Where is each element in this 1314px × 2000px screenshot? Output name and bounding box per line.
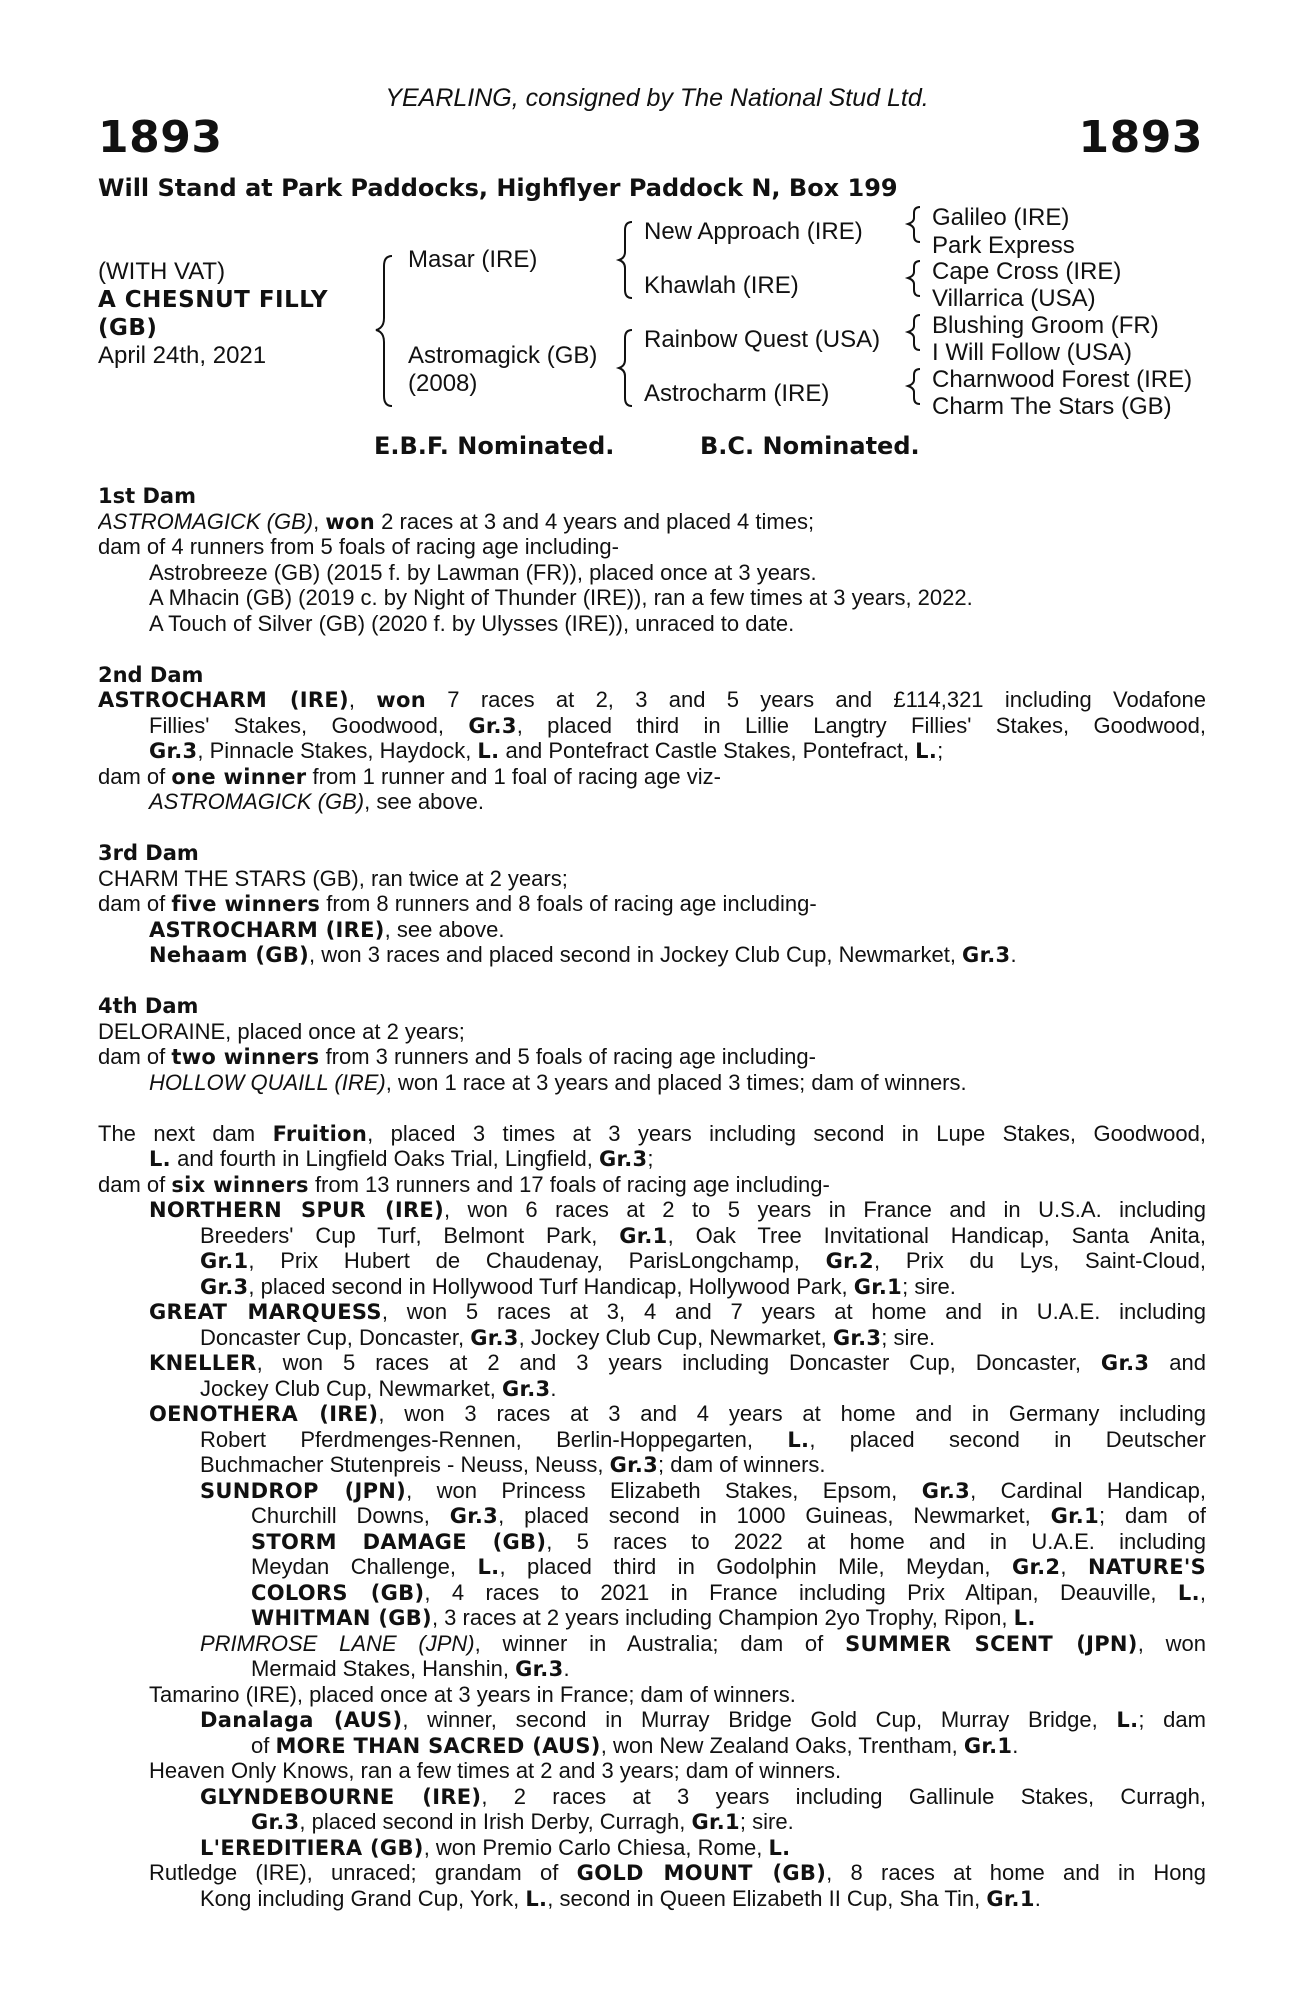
text-line — [98, 713, 1206, 739]
grandsire-5: Blushing Groom (FR) — [932, 312, 1159, 339]
text-line — [98, 1376, 1206, 1402]
text-segment: from 8 runners and 8 foals of racing age including- — [320, 891, 817, 916]
text-segment: dam of — [98, 1044, 172, 1069]
bold-text: L. — [149, 1147, 171, 1171]
text-segment: dam of — [98, 763, 172, 789]
text-line — [98, 1248, 1206, 1274]
bold-text: MORE THAN SACRED (AUS) — [275, 1733, 601, 1758]
text-segment: , placed second in Hollywood Turf Handicap, Hollywood Park, — [248, 1273, 854, 1299]
text-line — [98, 662, 1206, 688]
text-line — [98, 1682, 1206, 1708]
bold-text: WHITMAN (GB) — [251, 1606, 432, 1630]
text-segment: , Prix Hubert de Chaudenay, ParisLongchamp, — [248, 1248, 826, 1273]
bold-text: COLORS (GB) — [251, 1580, 425, 1605]
text-segment: , — [1199, 1579, 1206, 1605]
text-segment: , won 5 races at 3, 4 and 7 years at home and in U.A.E. including — [381, 1299, 1206, 1324]
text-segment: . — [563, 1656, 570, 1681]
bold-text: L. — [477, 1555, 500, 1579]
italic-text: ASTROMAGICK (GB) — [98, 508, 314, 534]
dam-year: (2008) — [408, 370, 478, 397]
text-segment: A Touch of Silver (GB) (2020 f. by Ulysses (IRE)), unraced to date. — [149, 610, 795, 636]
bold-text: L'EREDITIERA (GB) — [200, 1835, 424, 1860]
text-segment: dam of — [98, 1171, 172, 1197]
bold-text: Gr.3 — [251, 1810, 300, 1834]
bold-text: Gr.3 — [1100, 1351, 1150, 1375]
text-segment: , — [313, 508, 326, 534]
bc-nominated: B.C. Nominated. — [700, 432, 920, 460]
italic-text: HOLLOW QUAILL (IRE) — [149, 1069, 386, 1095]
section-heading: 4th Dam — [98, 994, 199, 1018]
text-segment: . — [1010, 942, 1017, 967]
text-segment: 7 races at 2, 3 and 5 years and £114,321 including Vodafone — [425, 687, 1206, 712]
bold-text: L. — [768, 1835, 791, 1860]
grandsire-7: Charnwood Forest (IRE) — [932, 366, 1193, 393]
text-line — [98, 1860, 1206, 1886]
text-line — [98, 1631, 1206, 1657]
text-line — [98, 1758, 1206, 1784]
text-segment: , placed third in Lillie Langtry Fillies' Stakes, Goodwood, — [516, 712, 1206, 738]
bold-text: Gr.3 — [470, 1325, 519, 1350]
text-line — [98, 1478, 1206, 1504]
text-line — [98, 1580, 1206, 1606]
bold-text: GREAT MARQUESS — [149, 1300, 382, 1324]
bold-text: NATURE'S — [1087, 1555, 1206, 1579]
vat-note: (WITH VAT) — [98, 258, 226, 285]
text-segment: Mermaid Stakes, Hanshin, — [251, 1656, 516, 1681]
text-segment: , placed 3 times at 3 years including second in Lupe Stakes, Goodwood, — [367, 1120, 1206, 1146]
text-segment: , 5 races to 2022 at home and in U.A.E. including — [546, 1528, 1206, 1554]
text-line — [98, 1299, 1206, 1325]
ebf-nominated: E.B.F. Nominated. — [374, 432, 615, 460]
text-line — [98, 1886, 1206, 1912]
bold-text: Nehaam (GB) — [149, 943, 310, 967]
text-segment: from 3 runners and 5 foals of racing age including- — [319, 1044, 816, 1069]
stand-location: Will Stand at Park Paddocks, Highflyer Paddock N, Box 199 — [98, 174, 898, 202]
text-segment: Robert Pferdmenges-Rennen, Berlin-Hoppegarten, — [200, 1426, 788, 1452]
text-segment: and fourth in Lingfield Oaks Trial, Lingfield, — [170, 1146, 599, 1171]
bold-text: OENOTHERA (IRE) — [149, 1402, 379, 1426]
text-segment: , Jockey Club Cup, Newmarket, — [518, 1324, 833, 1350]
bold-text: Gr.2 — [1011, 1555, 1061, 1579]
lot-number-left: 1893 — [98, 112, 223, 163]
text-segment: , placed second in 1000 Guineas, Newmarket, — [498, 1503, 1051, 1528]
text-segment: Breeders' Cup Turf, Belmont Park, — [200, 1222, 620, 1248]
text-segment: ; — [937, 738, 944, 763]
text-segment: Heaven Only Knows, ran a few times at 2 and 3 years; dam of winners. — [149, 1758, 842, 1783]
text-line — [98, 509, 1206, 535]
text-line — [98, 1503, 1206, 1529]
text-segment: , won 3 races at 3 and 4 years at home and in Germany including — [378, 1401, 1206, 1426]
text-line — [98, 1656, 1206, 1682]
bold-text: Gr.2 — [825, 1249, 874, 1273]
grandsire-2: Park Express — [932, 232, 1075, 259]
dam-dam: Astrocharm (IRE) — [644, 380, 830, 407]
bold-text: Fruition — [272, 1121, 368, 1146]
grandsire-8: Charm The Stars (GB) — [932, 393, 1172, 420]
text-segment: 2 races at 3 and 4 years and placed 4 times; — [375, 508, 815, 534]
bold-text: Gr.1 — [200, 1249, 249, 1273]
text-segment: , won 1 race at 3 years and placed 3 times; dam of winners. — [385, 1069, 967, 1095]
bold-text: ASTROCHARM (IRE) — [149, 917, 385, 942]
italic-text: ASTROMAGICK (GB) — [149, 789, 365, 814]
blank-line — [98, 968, 1206, 994]
text-segment: , winner, second in Murray Bridge Gold Cup, Murray Bridge, — [402, 1707, 1117, 1732]
text-segment: , Pinnacle Stakes, Haydock, — [197, 738, 478, 763]
text-segment: Kong including Grand Cup, York, — [200, 1885, 526, 1911]
bold-text: Gr.3 — [149, 739, 198, 763]
bold-text: L. — [787, 1427, 810, 1452]
text-segment: , 2 races at 3 years including Gallinule Stakes, Curragh, — [481, 1783, 1206, 1809]
brace-sire — [619, 222, 632, 298]
bold-text: GOLD MOUNT (GB) — [576, 1861, 827, 1885]
text-segment: ; dam of — [1098, 1503, 1206, 1528]
text-line — [98, 1427, 1206, 1453]
brace-g3 — [908, 315, 920, 350]
text-line — [98, 1274, 1206, 1300]
bold-text: Gr.3 — [468, 713, 517, 738]
section-heading: 2nd Dam — [98, 662, 204, 687]
bold-text: Gr.3 — [515, 1657, 564, 1681]
lot-name-suffix: (GB) — [98, 315, 158, 341]
text-segment: , Oak Tree Invitational Handicap, Santa Anita, — [667, 1222, 1206, 1248]
bold-text: L. — [1013, 1606, 1036, 1630]
text-segment: Buchmacher Stutenpreis - Neuss, Neuss, — [200, 1452, 610, 1477]
bold-text: ASTROCHARM (IRE) — [98, 688, 349, 712]
text-segment: Churchill Downs, — [251, 1503, 450, 1528]
text-line — [98, 1121, 1206, 1147]
bold-text: Gr.1 — [691, 1810, 740, 1834]
bold-text: won — [325, 509, 376, 534]
text-segment: ; sire. — [902, 1273, 956, 1299]
text-segment: , see above. — [384, 916, 505, 942]
text-line — [98, 866, 1206, 892]
bold-text: L. — [915, 739, 938, 763]
text-segment: . — [550, 1375, 557, 1401]
text-segment: . — [1034, 1885, 1041, 1911]
italic-text: PRIMROSE LANE (JPN) — [200, 1630, 475, 1656]
text-segment: . — [1012, 1732, 1019, 1758]
text-segment: , placed second in Deutscher — [809, 1426, 1206, 1452]
bold-text: L. — [1177, 1580, 1200, 1605]
text-line — [98, 1070, 1206, 1096]
text-segment: The next dam — [98, 1120, 273, 1146]
bold-text: Gr.3 — [449, 1504, 499, 1528]
dam-name: Astromagick (GB) — [408, 342, 598, 369]
text-segment: A Mhacin (GB) (2019 c. by Night of Thunder (IRE)), ran a few times at 3 years, 2022. — [149, 585, 973, 610]
bold-text: Gr.3 — [962, 943, 1011, 967]
text-segment: Astrobreeze (GB) (2015 f. by Lawman (FR)), placed once at 3 years. — [149, 559, 817, 585]
text-segment: , placed second in Irish Derby, Curragh, — [299, 1809, 692, 1834]
bold-text: L. — [1116, 1708, 1139, 1732]
bold-text: Danalaga (AUS) — [200, 1708, 403, 1732]
text-line — [98, 1707, 1206, 1733]
grandsire-6: I Will Follow (USA) — [932, 339, 1133, 366]
text-segment: , — [348, 687, 377, 712]
text-segment: and — [1149, 1350, 1206, 1375]
grandsire-4: Villarrica (USA) — [932, 285, 1096, 312]
bold-text: L. — [525, 1886, 548, 1911]
text-segment: , 4 races to 2021 in France including Prix Altipan, Deauville, — [424, 1579, 1178, 1605]
brace-dam — [619, 330, 632, 406]
text-segment: , Cardinal Handicap, — [970, 1477, 1206, 1503]
bold-text: SUNDROP (JPN) — [200, 1478, 407, 1503]
catalogue-body — [98, 483, 1206, 1911]
bold-text: Gr.3 — [921, 1478, 971, 1503]
text-segment: ; dam — [1138, 1707, 1206, 1732]
text-line — [98, 993, 1206, 1019]
text-line — [98, 917, 1206, 943]
bold-text: KNELLER — [149, 1351, 257, 1375]
text-segment: Tamarino (IRE), placed once at 3 years in France; dam of winners. — [149, 1681, 796, 1707]
bold-text: five winners — [171, 892, 321, 916]
text-segment: DELORAINE, placed once at 2 years; — [98, 1018, 465, 1044]
brace-main — [376, 256, 392, 406]
blank-line — [98, 1095, 1206, 1121]
text-segment: ; dam of winners. — [658, 1452, 826, 1477]
text-line — [98, 1223, 1206, 1249]
text-line — [98, 1197, 1206, 1223]
text-segment: Doncaster Cup, Doncaster, — [200, 1324, 471, 1350]
text-line — [98, 1401, 1206, 1427]
text-segment: , 3 races at 2 years including Champion 2yo Trophy, Ripon, — [431, 1605, 1014, 1630]
grandsire-1: Galileo (IRE) — [932, 204, 1070, 231]
text-segment: , won New Zealand Oaks, Trentham, — [600, 1732, 964, 1758]
text-segment: Jockey Club Cup, Newmarket, — [200, 1375, 502, 1401]
bold-text: won — [376, 688, 426, 712]
text-segment: Rutledge (IRE), unraced; grandam of — [149, 1860, 577, 1885]
text-line — [98, 1835, 1206, 1861]
text-line — [98, 891, 1206, 917]
bold-text: Gr.1 — [853, 1274, 903, 1299]
bold-text: STORM DAMAGE (GB) — [251, 1529, 547, 1554]
brace-g1 — [908, 207, 920, 242]
bold-text: Gr.1 — [986, 1886, 1035, 1911]
text-segment: ; sire. — [881, 1324, 936, 1350]
text-segment: , winner in Australia; dam of — [474, 1630, 846, 1656]
text-line — [98, 840, 1206, 866]
bold-text: Gr.1 — [619, 1223, 668, 1248]
text-segment: , 8 races at home and in Hong — [826, 1860, 1206, 1885]
sire-sire: New Approach (IRE) — [644, 218, 863, 245]
bold-text: Gr.3 — [599, 1147, 648, 1171]
consignment-line: YEARLING, consigned by The National Stud Ltd. — [385, 84, 929, 112]
text-line — [98, 1809, 1206, 1835]
bold-text: Gr.1 — [1050, 1504, 1099, 1528]
text-line — [98, 1554, 1206, 1580]
text-segment: ; sire. — [739, 1809, 794, 1834]
text-segment: , won Princess Elizabeth Stakes, Epsom, — [406, 1477, 922, 1503]
text-segment: , Prix du Lys, Saint-Cloud, — [873, 1248, 1206, 1273]
text-line — [98, 483, 1206, 509]
foaling-date: April 24th, 2021 — [98, 342, 267, 369]
text-segment: of — [251, 1732, 276, 1758]
text-segment: , won Premio Carlo Chiesa, Rome, — [423, 1834, 769, 1860]
lot-name: A CHESNUT FILLY — [98, 287, 328, 313]
grandsire-3: Cape Cross (IRE) — [932, 258, 1122, 285]
text-segment: , won 3 races and placed second in Jockey Club Cup, Newmarket, — [309, 942, 963, 967]
text-line — [98, 1733, 1206, 1759]
lot-number-right: 1893 — [1078, 112, 1203, 163]
text-segment: dam of — [98, 891, 172, 916]
bold-text: one winner — [171, 764, 307, 789]
text-line — [98, 738, 1206, 764]
blank-line — [98, 815, 1206, 841]
dam-sire: Rainbow Quest (USA) — [644, 326, 881, 353]
text-segment: and Pontefract Castle Stakes, Pontefract, — [499, 738, 916, 763]
text-segment: , see above. — [364, 789, 484, 814]
blank-line — [98, 636, 1206, 662]
text-line — [98, 1044, 1206, 1070]
text-line — [98, 1172, 1206, 1198]
sire-dam: Khawlah (IRE) — [644, 272, 799, 299]
text-line — [98, 1605, 1206, 1631]
text-segment: from 13 runners and 17 foals of racing age including- — [308, 1171, 830, 1197]
text-line — [98, 1325, 1206, 1351]
text-line — [98, 611, 1206, 637]
bold-text: Gr.3 — [832, 1325, 882, 1350]
bold-text: NORTHERN SPUR (IRE) — [149, 1198, 444, 1222]
text-segment: , won — [1137, 1630, 1206, 1656]
bold-text: two winners — [171, 1045, 320, 1069]
text-segment: , — [1060, 1554, 1088, 1579]
text-line — [98, 1529, 1206, 1555]
text-segment: , won 5 races at 2 and 3 years including Doncaster Cup, Doncaster, — [256, 1350, 1101, 1375]
section-heading: 3rd Dam — [98, 841, 199, 865]
text-line — [98, 585, 1206, 611]
bold-text: L. — [477, 739, 500, 763]
text-line — [98, 560, 1206, 586]
text-line — [98, 789, 1206, 815]
bold-text: SUMMER SCENT (JPN) — [845, 1631, 1138, 1656]
brace-g4 — [908, 369, 920, 404]
text-line — [98, 534, 1206, 560]
text-segment: , second in Queen Elizabeth II Cup, Sha Tin, — [547, 1885, 987, 1911]
text-segment: Meydan Challenge, — [251, 1554, 478, 1579]
text-segment: from 1 runner and 1 foal of racing age viz- — [306, 763, 721, 789]
text-segment: CHARM THE STARS (GB), ran twice at 2 years; — [98, 865, 568, 891]
text-segment: , won 6 races at 2 to 5 years in France and in U.S.A. including — [443, 1197, 1206, 1222]
bold-text: GLYNDEBOURNE (IRE) — [200, 1784, 482, 1809]
bold-text: Gr.3 — [502, 1376, 551, 1401]
text-segment: Fillies' Stakes, Goodwood, — [149, 712, 469, 738]
text-line — [98, 1784, 1206, 1810]
text-line — [98, 687, 1206, 713]
text-line — [98, 942, 1206, 968]
text-line — [98, 1350, 1206, 1376]
text-line — [98, 764, 1206, 790]
text-line — [98, 1452, 1206, 1478]
text-segment: ; — [647, 1146, 654, 1171]
text-line — [98, 1146, 1206, 1172]
brace-g2 — [908, 261, 920, 296]
bold-text: Gr.1 — [963, 1733, 1013, 1758]
text-line — [98, 1019, 1206, 1045]
text-segment: dam of 4 runners from 5 foals of racing age including- — [98, 534, 619, 559]
bold-text: Gr.3 — [200, 1274, 249, 1299]
section-heading: 1st Dam — [98, 484, 196, 508]
text-segment: , placed third in Godolphin Mile, Meydan, — [499, 1554, 1012, 1579]
bold-text: Gr.3 — [609, 1453, 659, 1477]
bold-text: six winners — [171, 1172, 309, 1197]
sire-name: Masar (IRE) — [408, 246, 538, 273]
